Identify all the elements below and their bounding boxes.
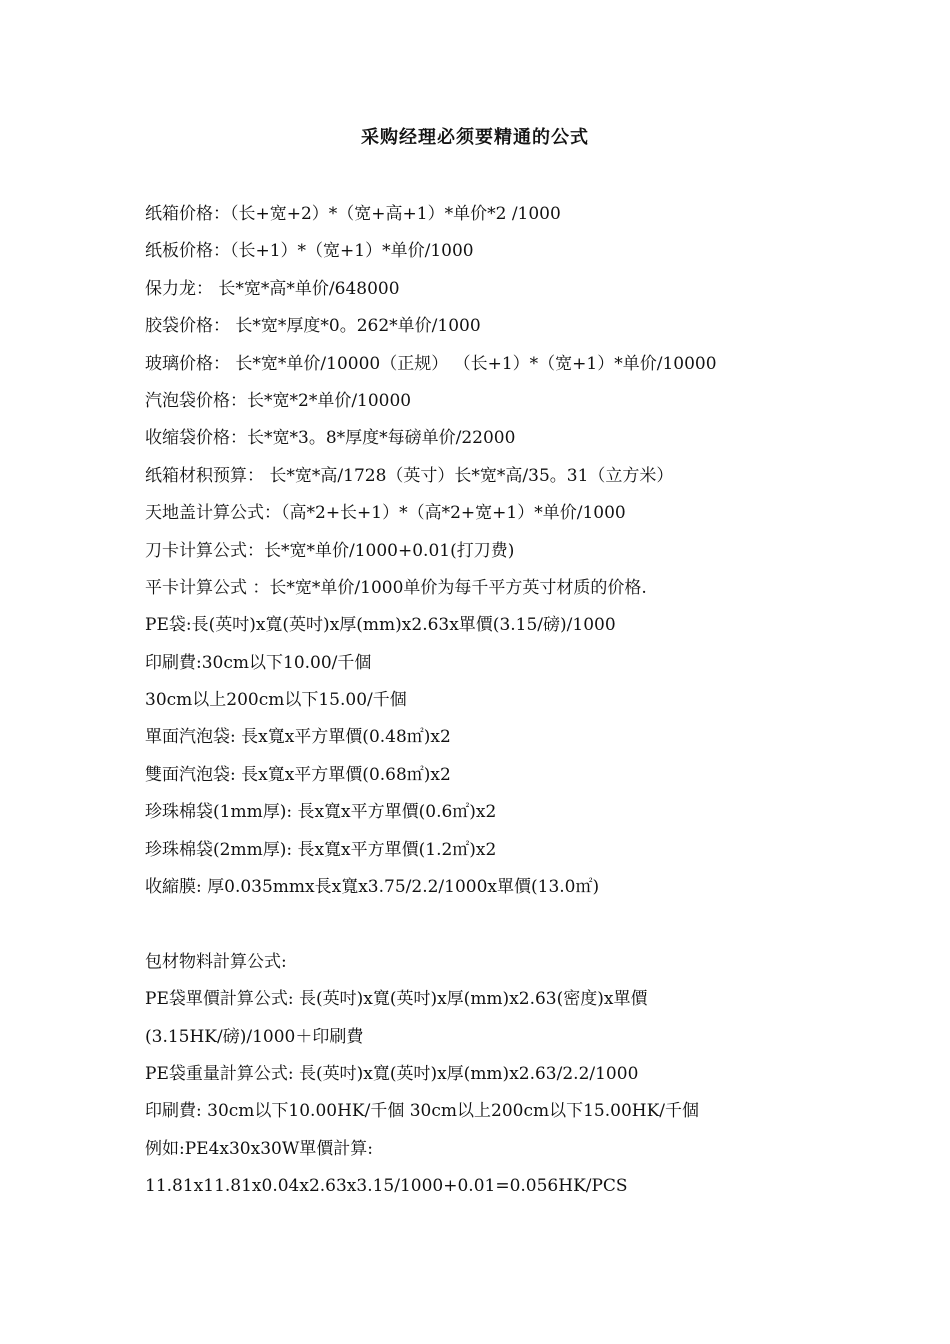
formula-carton-price: 纸箱价格：（长+宽+2）*（宽+高+1）*单价*2 /1000 <box>145 204 561 224</box>
formula-pe-bag-weight: PE袋重量計算公式: 長(英吋)x寬(英吋)x厚(mm)x2.63/2.2/1000 <box>145 1063 639 1084</box>
formula-styrofoam: 保力龙： 长*宽*高*单价/648000 <box>145 278 400 299</box>
formula-die-cut-card: 刀卡计算公式：长*宽*单价/1000+0.01(打刀费) <box>145 540 515 561</box>
formula-flat-card: 平卡计算公式 ：长*宽*单价/1000单价为每千平方英寸材质的价格. <box>145 577 647 598</box>
formula-double-bubble-bag: 雙面汽泡袋: 長x寬x平方單價(0.68㎡)x2 <box>145 764 451 785</box>
formula-pe-bag-unit-price-cont: (3.15HK/磅)/1000＋印刷費 <box>145 1026 364 1047</box>
formula-pe-bag-unit-price: PE袋單價計算公式: 長(英吋)x寬(英吋)x厚(mm)x2.63(密度)x單價 <box>145 989 648 1010</box>
formula-printing-fee: 印刷費:30cm以下10.00/千個 <box>145 652 372 673</box>
formula-printing-fee-large: 30cm以上200cm以下15.00/千個 <box>145 690 407 711</box>
formula-lid-box: 天地盖计算公式：（高*2+长+1）*（高*2+宽+1）*单价/1000 <box>145 503 626 524</box>
section-heading-packaging: 包材物料計算公式: <box>145 951 287 972</box>
formula-shrink-film: 收縮膜: 厚0.035mmx長x寬x3.75/2.2/1000x單價(13.0㎡) <box>145 877 600 898</box>
formula-plastic-bag-price: 胶袋价格： 长*宽*厚度*0。262*单价/1000 <box>145 316 481 337</box>
formula-carton-volume: 纸箱材积预算： 长*宽*高/1728（英寸）长*宽*高/35。31（立方米） <box>145 465 674 486</box>
formula-glass-price: 玻璃价格： 长*宽*单价/10000（正规） （长+1）*（宽+1）*单价/10000 <box>145 353 717 374</box>
example-heading: 例如:PE4x30x30W單價計算: <box>145 1138 374 1159</box>
formula-shrink-bag-price: 收缩袋价格：长*宽*3。8*厚度*每磅单价/22000 <box>145 428 516 449</box>
formula-pearl-cotton-2mm: 珍珠棉袋(2mm厚): 長x寬x平方單價(1.2㎡)x2 <box>145 839 497 860</box>
formula-printing-fee-hk: 印刷費: 30cm以下10.00HK/千個 30cm以上200cm以下15.00HK/千個 <box>145 1101 700 1122</box>
formula-cardboard-price: 纸板价格：（长+1）*（宽+1）*单价/1000 <box>145 241 474 262</box>
formula-pe-bag: PE袋:長(英吋)x寬(英吋)x厚(mm)x2.63x單價(3.15/磅)/1000 <box>145 615 616 636</box>
formula-bubble-bag-price: 汽泡袋价格：长*宽*2*单价/10000 <box>145 390 412 411</box>
document-title: 采购经理必须要精通的公式 <box>361 127 589 148</box>
example-calculation: 11.81x11.81x0.04x2.63x3.15/1000+0.01=0.056HK/PCS <box>145 1176 628 1197</box>
document-body <box>145 196 825 1206</box>
blank-line <box>145 906 825 943</box>
formula-single-bubble-bag: 單面汽泡袋: 長x寬x平方單價(0.48㎡)x2 <box>145 727 451 748</box>
formula-pearl-cotton-1mm: 珍珠棉袋(1mm厚): 長x寬x平方單價(0.6㎡)x2 <box>145 802 497 823</box>
